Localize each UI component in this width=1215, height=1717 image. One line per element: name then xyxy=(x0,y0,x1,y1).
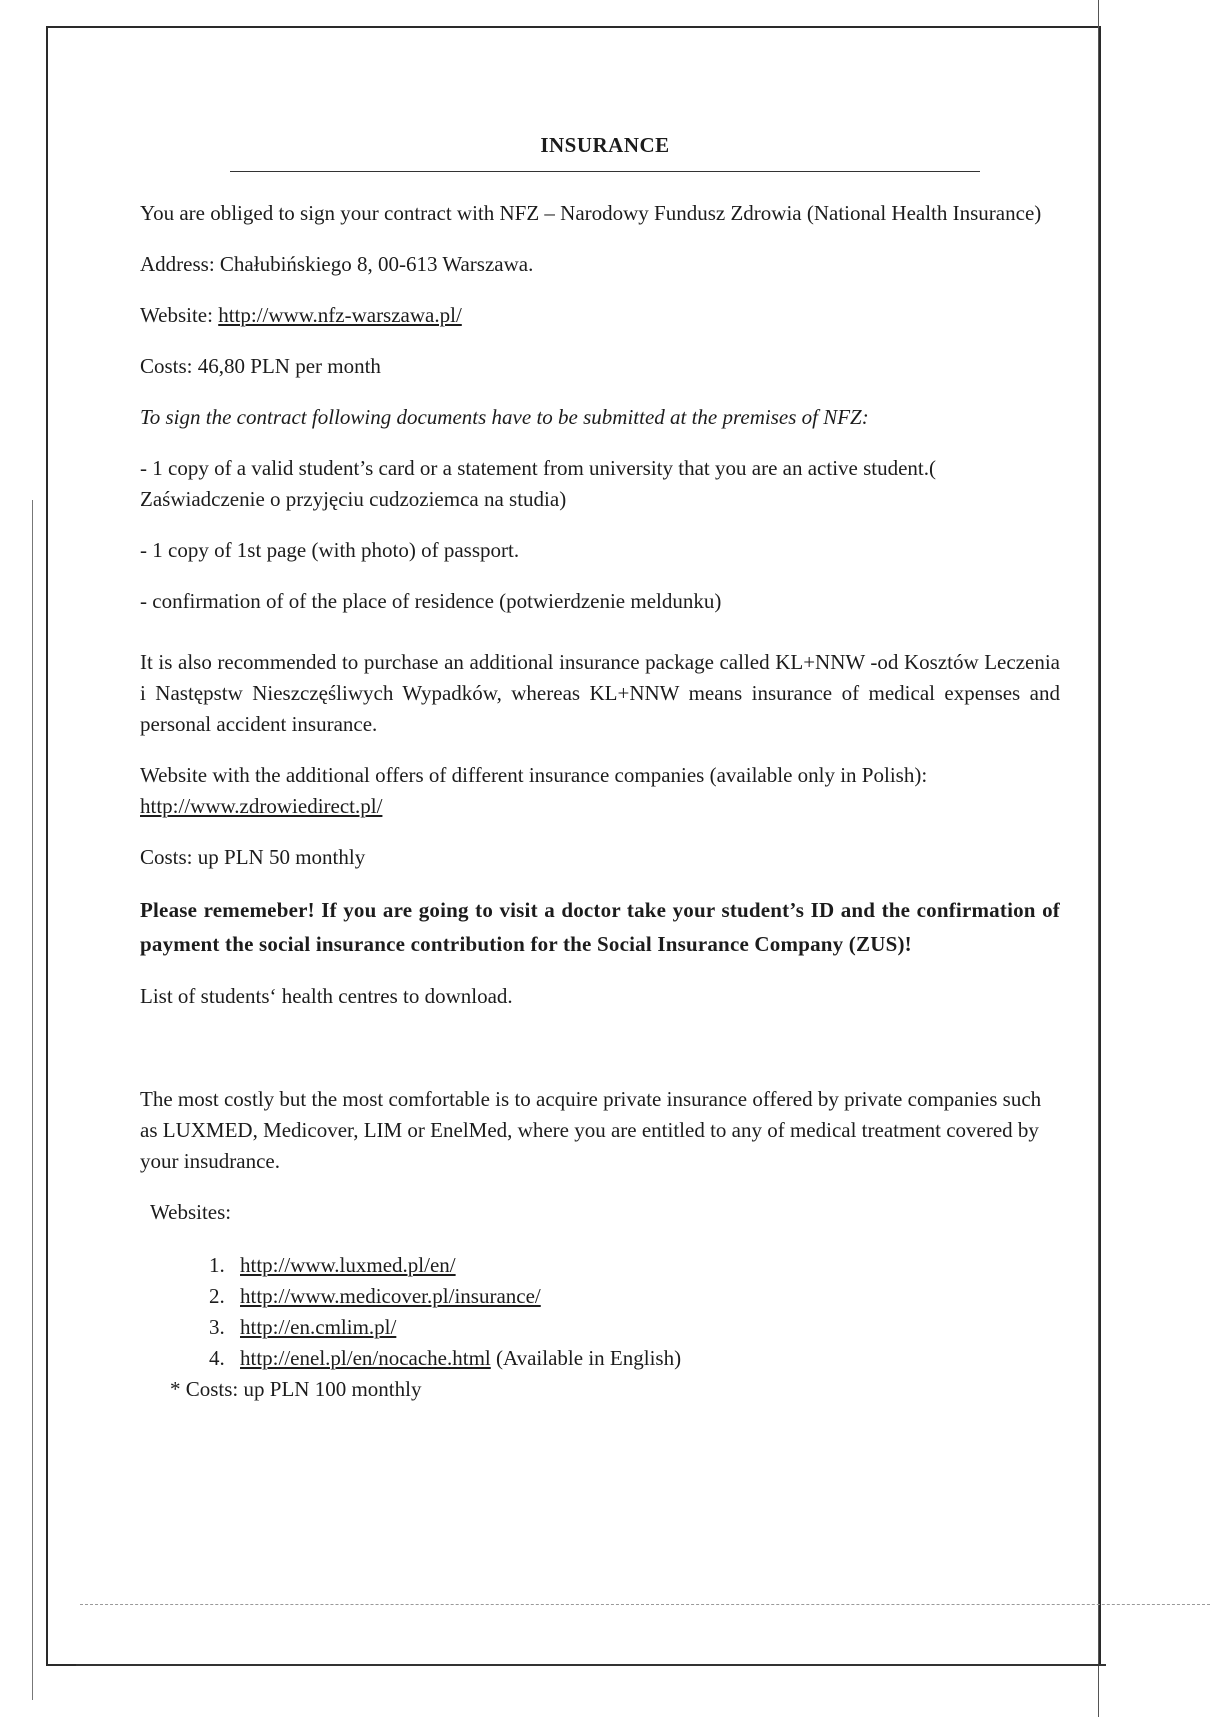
intro-paragraph: You are obliged to sign your contract with NFZ – Narodowy Fundusz Zdrowia (National Health Insurance) xyxy=(140,201,1042,225)
document-body xyxy=(140,130,1060,1425)
websites-list xyxy=(188,1250,1060,1374)
health-centres-line: List of students‘ health centres to download. xyxy=(140,984,513,1008)
list-item xyxy=(230,1343,1060,1374)
title-underline xyxy=(230,171,980,172)
list-item xyxy=(230,1312,1060,1343)
document-item: - 1 copy of 1st page (with photo) of passport. xyxy=(140,538,520,562)
costs-nfz: Costs: 46,80 PLN per month xyxy=(140,354,381,378)
document-item: - 1 copy of a valid student’s card or a statement from university that you are an active student.( Zaświadczenie o przyjęciu cudzoziemca na studia) xyxy=(140,456,937,511)
website-label: Website: xyxy=(140,303,219,327)
cmlim-link[interactable]: http://en.cmlim.pl/ xyxy=(240,1315,397,1339)
list-item xyxy=(230,1281,1060,1312)
list-item xyxy=(230,1250,1060,1281)
spacer xyxy=(140,1032,1060,1084)
costs-private: * Costs: up PLN 100 monthly xyxy=(170,1377,422,1401)
offers-text: Website with the additional offers of different insurance companies (available only in Polish): xyxy=(140,763,928,787)
nfz-website-link[interactable]: http://www.nfz-warszawa.pl/ xyxy=(218,303,462,327)
document-item: - confirmation of of the place of residence (potwierdzenie meldunku) xyxy=(140,589,722,613)
recommendation-paragraph: It is also recommended to purchase an additional insurance package called KL+NNW -od Kosztów Leczenia i Następstw Nieszczęśliwych Wypadków, whereas KL+NNW means insurance of medical expenses and personal accident insurance. xyxy=(140,650,1060,736)
scan-edge-line xyxy=(1098,0,1099,1717)
reminder-paragraph: Please rememeber! If you are going to visit a doctor take your student’s ID and the confirmation of payment the social insurance contribution for the Social Insurance Company (ZUS)! xyxy=(140,898,1060,956)
enel-link[interactable]: http://enel.pl/en/nocache.html xyxy=(240,1346,491,1370)
scan-edge-line xyxy=(32,500,33,1700)
offers-paragraph xyxy=(140,760,1060,822)
documents-heading: To sign the contract following documents have to be submitted at the premises of NFZ: xyxy=(140,405,869,429)
scan-dashed-line xyxy=(80,1604,1210,1605)
luxmed-link[interactable]: http://www.luxmed.pl/en/ xyxy=(240,1253,456,1277)
medicover-link[interactable]: http://www.medicover.pl/insurance/ xyxy=(240,1284,541,1308)
address-line: Address: Chałubińskiego 8, 00-613 Warszawa. xyxy=(140,252,534,276)
website-note: (Available in English) xyxy=(490,1346,682,1370)
private-insurance-paragraph: The most costly but the most comfortable is to acquire private insurance offered by private companies such as LUXMED, Medicover, LIM or EnelMed, where you are entitled to any of medical treatment covered by your insudrance. xyxy=(140,1087,1042,1173)
websites-label: Websites: xyxy=(150,1200,232,1224)
page-title: INSURANCE xyxy=(540,133,670,157)
scan-bottom-line xyxy=(76,1664,1106,1666)
offers-link[interactable]: http://www.zdrowiedirect.pl/ xyxy=(140,794,383,818)
costs-additional: Costs: up PLN 50 monthly xyxy=(140,845,366,869)
website-line xyxy=(140,300,1060,331)
